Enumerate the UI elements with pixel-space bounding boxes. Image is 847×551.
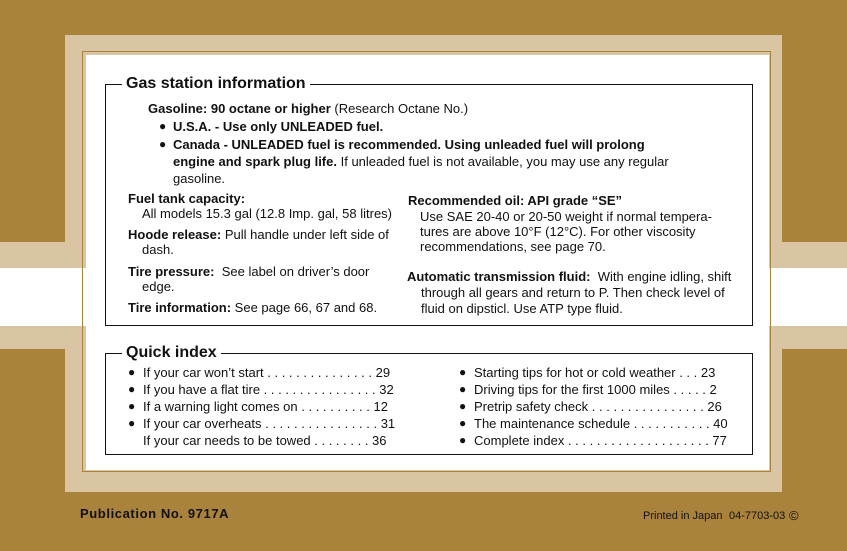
usa-fuel-text: U.S.A. - Use only UNLEADED fuel. [173, 119, 384, 134]
fuel-tank-value: All models 15.3 gal (12.8 Imp. gal, 58 litres) [142, 206, 393, 221]
quick-index-item-right[interactable]: Starting tips for hot or cold weather . . . 23 [474, 365, 716, 380]
hood-value-2: dash. [142, 242, 174, 257]
bullet-icon: ● [459, 365, 467, 379]
quick-index-item-left[interactable]: If your car overheats . . . . . . . . . . . . . . . . 31 [143, 416, 396, 431]
quick-index-item-right[interactable]: Pretrip safety check . . . . . . . . . . . . . . . . 26 [474, 399, 722, 414]
canada-reg-2: If unleaded fuel is not available, you may use any regular [340, 154, 669, 169]
atf-line-1 [407, 268, 731, 285]
bullet-icon: ● [128, 365, 136, 379]
bullet-icon: ● [159, 119, 167, 133]
quick-index-item-left[interactable]: If a warning light comes on . . . . . . . . . . 12 [143, 399, 388, 414]
bullet-icon: ● [459, 433, 467, 447]
tire-info-label: Tire information: [128, 300, 232, 315]
bullet-icon: ● [128, 399, 136, 413]
tire-info-value: See page 66, 67 and 68. [234, 300, 378, 315]
print-code: 04-7703-03 [729, 510, 786, 522]
tire-info-line [128, 299, 377, 316]
fuel-tank-label: Fuel tank capacity: [128, 191, 246, 206]
oil-line-3: recommendations, see page 70. [420, 239, 606, 254]
atf-line-2: through all gears and return to P. Then check level of [421, 285, 725, 300]
canada-fuel-line-3: gasoline. [173, 171, 226, 186]
gasoline-line [148, 100, 468, 117]
bullet-icon: ● [128, 382, 136, 396]
frame-white-left [0, 268, 90, 326]
oil-line-2: tures are above 10°F (12°C). For other viscosity [420, 224, 696, 239]
bullet-icon: ● [459, 382, 467, 396]
atf-line-3: fluid on dipsticl. Use ATP type fluid. [421, 301, 623, 316]
quick-index-item-right[interactable]: Driving tips for the first 1000 miles . . . . . 2 [474, 382, 717, 397]
atf-label: Automatic transmission fluid: [407, 269, 591, 284]
hood-value-1: Pull handle under left side of [224, 227, 389, 242]
tire-pressure-value-1: See label on driver’s door [221, 264, 370, 279]
gasoline-note: (Research Octane No.) [334, 101, 469, 116]
tire-pressure-value-2: edge. [142, 279, 175, 294]
canada-fuel-line-1: Canada - UNLEADED fuel is recommended. Using unleaded fuel will prolong [173, 137, 645, 152]
oil-label: Recommended oil: API grade “SE” [408, 193, 623, 208]
quick-index-item-right[interactable]: The maintenance schedule . . . . . . . . . . . 40 [474, 416, 728, 431]
bullet-icon: ● [459, 416, 467, 430]
bullet-icon: ● [128, 416, 136, 430]
gas-station-title: Gas station information [122, 73, 310, 95]
quick-index-title: Quick index [122, 342, 221, 364]
tire-pressure-label: Tire pressure: [128, 264, 215, 279]
bullet-icon: ● [159, 137, 167, 151]
hood-label: Hoode release: [128, 227, 222, 242]
canada-fuel-line-2 [173, 153, 669, 170]
quick-index-item-right[interactable]: Complete index . . . . . . . . . . . . . . . . . . . . 77 [474, 433, 727, 448]
canada-bold-2: engine and spark plug life. [173, 154, 337, 169]
copyright-mark-icon: © [789, 508, 799, 523]
quick-index-item-left[interactable]: If your car won’t start . . . . . . . . . . . . . . . 29 [143, 365, 391, 380]
publication-number: Publication No. 9717A [80, 506, 230, 521]
gasoline-label: Gasoline: 90 octane or higher [148, 101, 331, 116]
quick-index-item-left[interactable]: If you have a flat tire . . . . . . . . . . . . . . . . 32 [143, 382, 394, 397]
quick-index-item-left[interactable]: If your car needs to be towed . . . . . . . . 36 [143, 433, 387, 448]
printed-in: Printed in Japan [643, 510, 723, 522]
atf-value-1: With engine idling, shift [597, 269, 732, 284]
oil-line-1: Use SAE 20-40 or 20-50 weight if normal tempera- [420, 209, 712, 224]
bullet-icon: ● [459, 399, 467, 413]
